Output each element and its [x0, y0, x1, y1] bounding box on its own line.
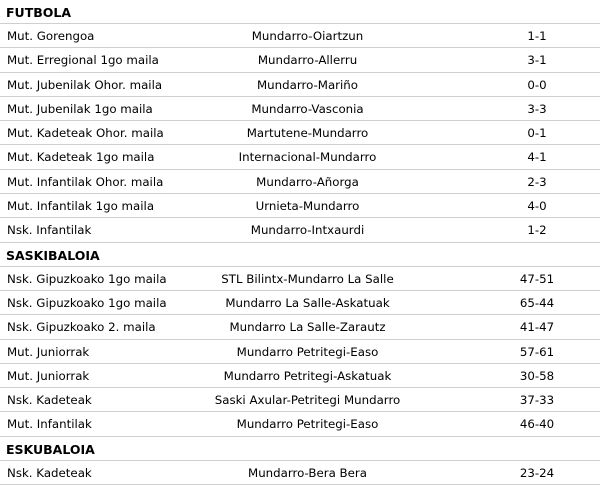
- category-cell: Mut. Kadeteak 1go maila: [7, 150, 155, 165]
- score-cell: 4-1: [527, 150, 547, 165]
- score-cell: 1-1: [527, 29, 547, 43]
- match-cell: Internacional-Mundarro: [238, 150, 377, 165]
- match-cell: Mundarro Petritegi-Easo: [236, 344, 379, 359]
- result-row: [0, 291, 600, 315]
- result-row: [0, 48, 600, 72]
- match-cell: STL Bilintx-Mundarro La Salle: [221, 271, 394, 286]
- result-row: [0, 388, 600, 412]
- result-row: [0, 267, 600, 291]
- match-cell: Saski Axular-Petritegi Mundarro: [214, 393, 401, 408]
- category-cell: Mut. Jubenilak Ohor. maila: [7, 77, 163, 92]
- result-row: [0, 412, 600, 436]
- category-cell: Mut. Juniorrak: [7, 344, 90, 359]
- result-row: [0, 121, 600, 145]
- category-cell: Nsk. Gipuzkoako 1go maila: [7, 271, 167, 286]
- result-row: [0, 218, 600, 242]
- match-cell: Mundarro La Salle-Askatuak: [225, 295, 390, 310]
- category-cell: Mut. Jubenilak 1go maila: [7, 101, 153, 116]
- match-cell: Mundarro-Añorga: [256, 174, 359, 189]
- result-row: [0, 364, 600, 388]
- score-cell: 57-61: [519, 344, 555, 359]
- result-row: [0, 145, 600, 169]
- match-cell: Mundarro-Mariño: [256, 77, 358, 92]
- category-cell: Mut. Infantilak Ohor. maila: [7, 174, 164, 189]
- section-header: SASKIBALOIA: [0, 243, 600, 267]
- score-cell: 0-1: [527, 126, 547, 141]
- score-cell: 1-2: [527, 223, 547, 238]
- match-cell: Mundarro-Bera Bera: [248, 465, 367, 480]
- category-cell: Mut. Kadeteak Ohor. maila: [7, 126, 164, 141]
- match-cell: Mundarro-Vasconia: [251, 101, 364, 116]
- score-cell: 3-3: [527, 101, 547, 116]
- score-cell: 41-47: [519, 320, 555, 335]
- score-cell: 46-40: [519, 417, 555, 432]
- category-cell: Nsk. Gipuzkoako 1go maila: [7, 295, 167, 310]
- score-cell: 37-33: [519, 393, 555, 408]
- score-cell: 30-58: [519, 368, 555, 383]
- category-cell: Nsk. Gipuzkoako 2. maila: [7, 320, 156, 335]
- score-cell: 0-0: [527, 77, 547, 92]
- result-row: [0, 461, 600, 485]
- match-cell: Mundarro-Intxaurdi: [250, 223, 365, 238]
- section-header: ESKUBALOIA: [0, 437, 600, 461]
- result-row: [0, 194, 600, 218]
- result-row: [0, 24, 600, 48]
- score-cell: 65-44: [519, 295, 555, 310]
- category-cell: Mut. Gorengoa: [7, 29, 95, 43]
- score-cell: 47-51: [519, 271, 555, 286]
- category-cell: Mut. Juniorrak: [7, 368, 90, 383]
- category-cell: Nsk. Kadeteak: [7, 465, 92, 480]
- match-cell: Urnieta-Mundarro: [255, 199, 360, 214]
- result-row: [0, 97, 600, 121]
- result-row: [0, 73, 600, 97]
- section-header: FUTBOLA: [0, 0, 600, 24]
- match-cell: Martutene-Mundarro: [246, 126, 369, 141]
- score-cell: 3-1: [527, 53, 547, 68]
- category-cell: Mut. Infantilak: [7, 417, 92, 432]
- match-cell: Mundarro Petritegi-Easo: [236, 417, 379, 432]
- match-cell: Mundarro-Allerru: [257, 53, 358, 68]
- result-row: [0, 340, 600, 364]
- score-cell: 2-3: [527, 174, 547, 189]
- match-cell: Mundarro-Oiartzun: [251, 29, 364, 43]
- category-cell: Mut. Infantilak 1go maila: [7, 199, 155, 214]
- category-cell: Nsk. Kadeteak: [7, 393, 92, 408]
- score-cell: 23-24: [519, 465, 555, 480]
- result-row: [0, 315, 600, 339]
- match-cell: Mundarro La Salle-Zarautz: [229, 320, 386, 335]
- match-cell: Mundarro Petritegi-Askatuak: [223, 368, 392, 383]
- category-cell: Mut. Erregional 1go maila: [7, 53, 159, 68]
- score-cell: 4-0: [527, 199, 547, 214]
- result-row: [0, 170, 600, 194]
- category-cell: Nsk. Infantilak: [7, 223, 92, 238]
